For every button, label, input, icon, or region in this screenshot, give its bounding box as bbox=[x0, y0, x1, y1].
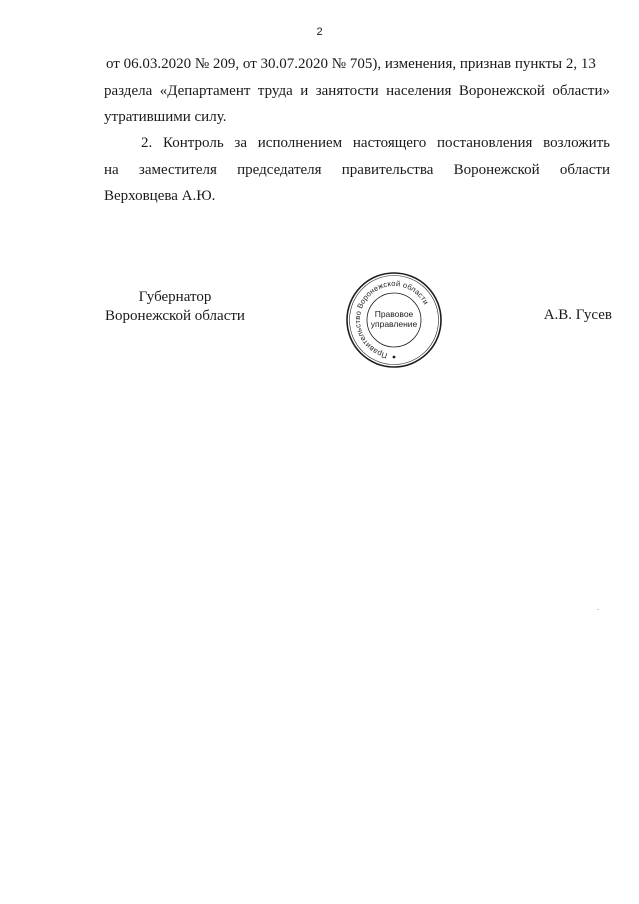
text-line: Верховцева А.Ю. bbox=[104, 188, 216, 204]
signatory-name: А.В. Гусев bbox=[543, 307, 612, 323]
seal-inner-text-line: управление bbox=[370, 319, 418, 329]
official-seal bbox=[344, 270, 444, 370]
signatory-position-line: Губернатор bbox=[138, 289, 212, 305]
seal-outer-text-path: Правительство Воронежской области bbox=[352, 278, 431, 361]
text-line: 2. Контроль за исполнением настоящего постановления возложить bbox=[141, 135, 610, 151]
text-line: раздела «Департамент труда и занятости населения Воронежской области» bbox=[104, 83, 610, 99]
page-number: 2 bbox=[316, 26, 323, 38]
seal-inner-text-line: Правовое bbox=[374, 309, 414, 319]
text-line: на заместителя председателя правительства Воронежской области bbox=[104, 162, 610, 178]
signatory-position bbox=[100, 288, 250, 326]
text-line: утратившими силу. bbox=[104, 109, 227, 125]
text-line: от 06.03.2020 № 209, от 30.07.2020 № 705), изменения, признав пункты 2, 13 bbox=[106, 56, 596, 72]
signatory-position-line: Воронежской области bbox=[105, 308, 245, 324]
scan-speck bbox=[597, 609, 599, 610]
seal-bottom-dot bbox=[393, 356, 396, 359]
